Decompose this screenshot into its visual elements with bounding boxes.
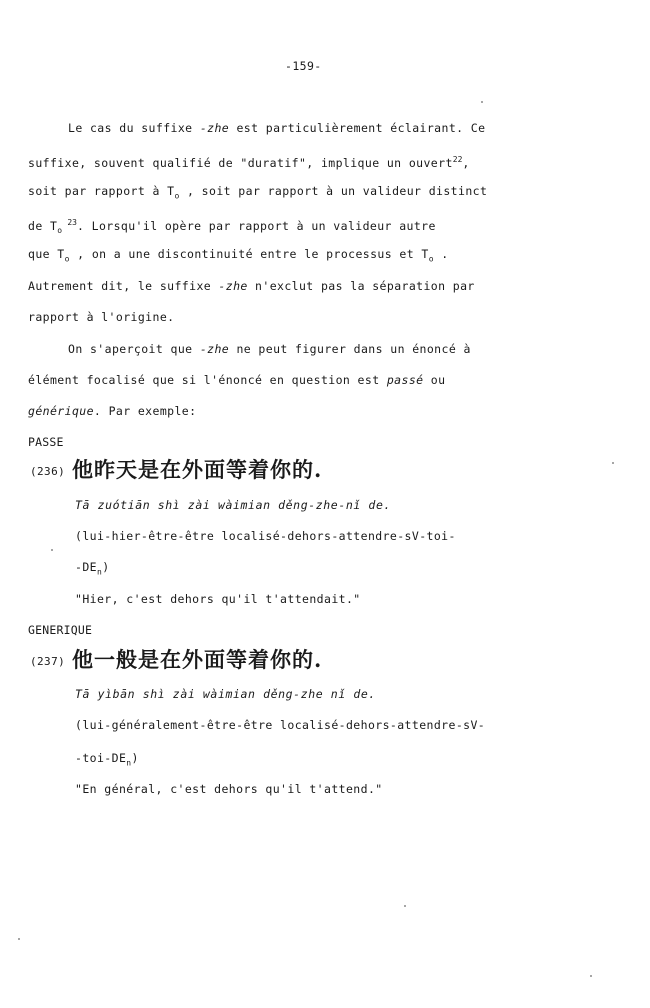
example-237-pinyin: Tā yìbān shì zài wàimian děng-zhe nǐ de.	[75, 687, 376, 701]
scan-speck	[404, 905, 406, 907]
paragraph-2-line-1	[68, 341, 471, 357]
example-237-chinese: 他一般是在外面等着你的.	[72, 647, 323, 672]
scan-speck	[51, 549, 53, 551]
example-237-gloss-line-2	[75, 750, 139, 771]
text: )	[102, 560, 110, 574]
paragraph-1-line-2	[28, 152, 470, 171]
scan-speck	[590, 975, 592, 977]
subscript-o: o	[57, 226, 63, 236]
example-236-pinyin: Tā zuótiān shì zài wàimian děng-zhe-nǐ de.	[75, 498, 391, 512]
text: , on a une discontinuité entre le processus et T	[69, 247, 429, 261]
text: soit par rapport à T	[28, 184, 175, 198]
text: est particulièrement éclairant. Ce	[229, 121, 486, 135]
word-generique: générique	[28, 404, 94, 418]
word-passe: passé	[386, 373, 424, 387]
suffix-zhe: -zhe	[218, 279, 248, 293]
paragraph-1-line-6	[28, 278, 475, 294]
text: que T	[28, 247, 65, 261]
text: .	[433, 247, 449, 261]
subscript-o: o	[428, 254, 434, 264]
example-237-translation: "En général, c'est dehors qu'il t'attend."	[75, 782, 383, 796]
paragraph-1-line-1	[68, 120, 485, 136]
example-237-gloss-line-1: (lui-généralement-être-être localisé-dehors-attendre-sV-	[75, 718, 486, 732]
text: , soit par rapport à un valideur distinct	[179, 184, 488, 198]
text: ,	[462, 155, 470, 170]
paragraph-2-line-2	[28, 372, 445, 388]
example-236-gloss-line-1: (lui-hier-être-être localisé-dehors-attendre-sV-toi-	[75, 529, 456, 543]
footnote-ref-23: 23	[62, 218, 77, 227]
scan-speck	[612, 462, 614, 464]
text: Autrement dit, le suffixe	[28, 279, 219, 293]
text: -toi-DE	[75, 751, 127, 765]
text: ou	[423, 373, 446, 387]
paragraph-2-line-3	[28, 403, 196, 419]
text: . Lorsqu'il opère par rapport à un valideur autre	[76, 218, 436, 233]
text: On s'aperçoit que	[68, 342, 200, 356]
example-number-236: (236)	[30, 465, 66, 478]
section-label-generique: GENERIQUE	[28, 623, 93, 637]
text: élément focalisé que si l'énoncé en question est	[28, 373, 387, 387]
text: ne peut figurer dans un énoncé à	[229, 342, 471, 356]
text: n'exclut pas la séparation par	[247, 279, 475, 293]
text: de T	[28, 218, 58, 233]
suffix-zhe: -zhe	[199, 342, 230, 356]
scan-speck	[481, 101, 483, 103]
paragraph-1-line-3	[28, 183, 487, 204]
paragraph-1-line-5	[28, 246, 449, 267]
paragraph-1-line-4	[28, 215, 436, 239]
subscript-n: n	[96, 567, 103, 577]
subscript-o: o	[174, 191, 180, 201]
paragraph-1-line-7: rapport à l'origine.	[28, 310, 175, 324]
example-236-chinese: 他昨天是在外面等着你的.	[72, 457, 323, 482]
footnote-ref-22: 22	[452, 155, 463, 164]
example-number-237: (237)	[30, 655, 66, 668]
page-number: -159-	[285, 59, 322, 73]
text: -DE	[75, 560, 97, 574]
text: Le cas du suffixe	[68, 121, 200, 135]
text: )	[131, 751, 139, 765]
subscript-o: o	[64, 254, 70, 264]
subscript-n: n	[126, 758, 132, 768]
example-236-translation: "Hier, c'est dehors qu'il t'attendait."	[75, 592, 361, 606]
scan-speck	[18, 938, 20, 940]
example-236-gloss-line-2	[75, 559, 110, 580]
suffix-zhe: -zhe	[199, 121, 230, 135]
text: suffixe, souvent qualifié de "duratif", implique un ouvert	[28, 155, 453, 170]
text: . Par exemple:	[93, 404, 197, 418]
section-label-passe: PASSE	[28, 435, 64, 449]
